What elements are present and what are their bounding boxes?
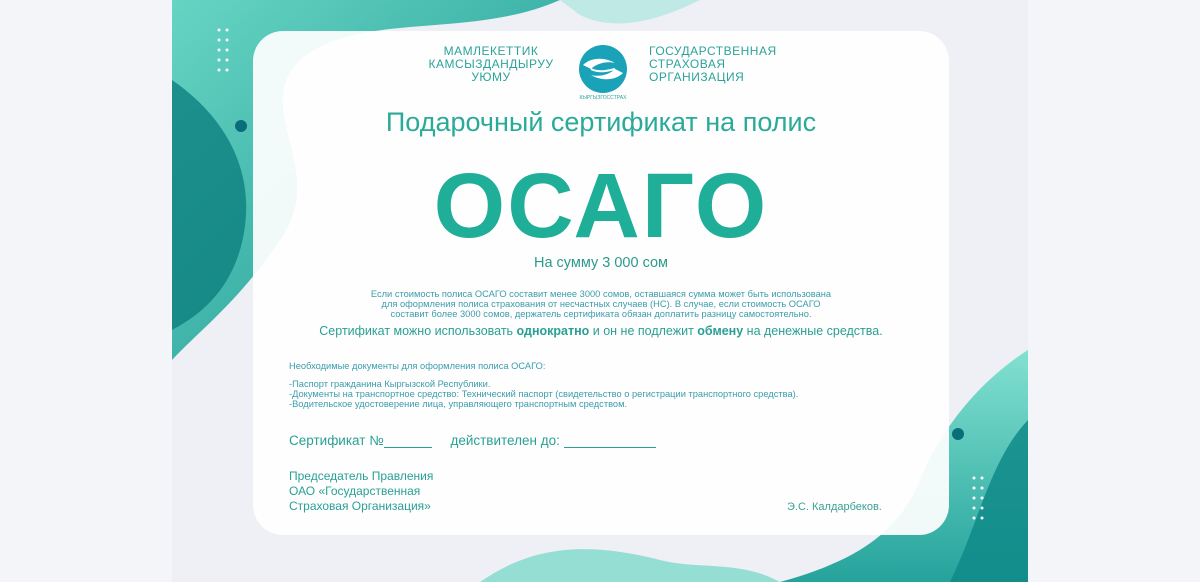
org-name-russian-line: ОРГАНИЗАЦИЯ [649, 70, 745, 84]
document-item: -Документы на транспортное средство: Технический паспорт (свидетельство о регистрации транспортного средства). [289, 389, 799, 400]
org-name-russian-line: СТРАХОВАЯ [649, 57, 726, 71]
org-name-russian-line: ГОСУДАРСТВЕННАЯ [649, 44, 777, 58]
org-name-kyrgyz-line: УЮМУ [471, 70, 511, 84]
documents-heading: Необходимые документы для оформления полиса ОСАГО: [289, 361, 546, 371]
chairman-line: Председатель Правления [289, 469, 434, 483]
certificate-number-label: Сертификат № [289, 433, 384, 448]
usage-text: Сертификат можно использовать [319, 324, 517, 338]
valid-until-label: действителен до: [450, 433, 560, 448]
company-logo-icon [577, 43, 629, 95]
certificate-card [253, 31, 949, 535]
document-item: -Водительское удостоверение лица, управляющего транспортным средством. [289, 399, 628, 410]
valid-until-blank [564, 434, 656, 448]
product-name: ОСАГО [433, 155, 769, 257]
org-name-kyrgyz [423, 45, 559, 84]
org-name-kyrgyz-line: МАМЛЕКЕТТИК [443, 44, 539, 58]
org-name-kyrgyz-line: КАМСЫЗДАНДЫРУУ [428, 57, 554, 71]
signatory-name: Э.С. Калдарбеков. [787, 501, 882, 513]
usage-note-line: составит более 3000 сомов, держатель сертификата обязан доплатить разницу самостоятельно. [390, 309, 812, 319]
usage-emphasis: однократно [516, 324, 590, 338]
chairman-block [289, 469, 433, 514]
document-item: -Паспорт гражданина Кыргызской Республики. [289, 379, 491, 389]
documents-list [289, 379, 798, 410]
logo-wordmark: КЫРГЫЗГОССТРАХ [579, 95, 627, 101]
certificate-title: Подарочный сертификат на полис [385, 107, 817, 137]
usage-emphasis: обмену [697, 324, 744, 338]
usage-note-line: Если стоимость полиса ОСАГО составит менее 3000 сомов, оставшаяся сумма может быть использована [370, 289, 832, 299]
certificate-amount: На сумму 3 000 сом [533, 255, 669, 271]
certificate-number-blank [384, 434, 432, 448]
chairman-line: Страховая Организация» [289, 499, 431, 513]
usage-text: на денежные средства. [743, 324, 883, 338]
org-name-russian [649, 45, 779, 84]
usage-note-line: для оформления полиса страхования от несчастных случаев (НС). В случае, если стоимость ОСАГО [381, 299, 821, 309]
certificate-number-line [289, 433, 656, 448]
chairman-line: ОАО «Государственная [289, 484, 421, 498]
usage-text: и он не подлежит [589, 324, 698, 338]
usage-conditions [253, 324, 949, 338]
usage-note [333, 289, 869, 319]
